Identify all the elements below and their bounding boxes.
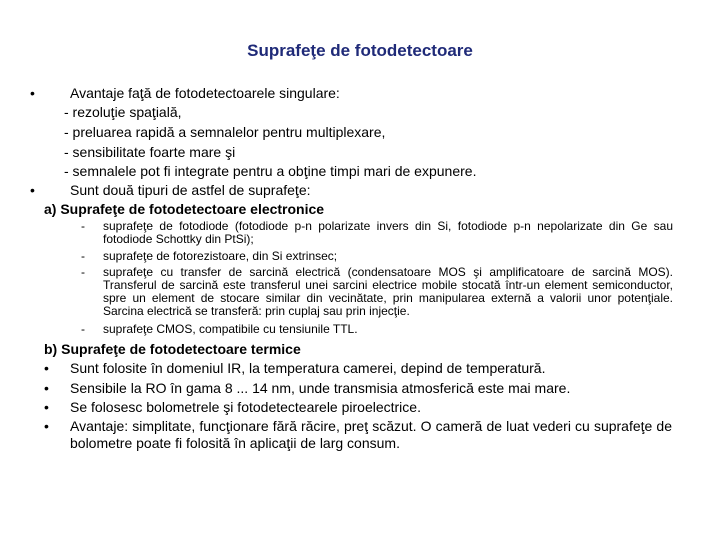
bullet-marker: •	[44, 380, 49, 396]
bullet-marker: •	[44, 360, 49, 376]
intro-sub-item: - rezoluţie spaţială,	[64, 104, 182, 120]
page-title: Suprafeţe de fotodetectoare	[247, 41, 473, 60]
section-a-item: suprafeţe de fotodiode (fotodiode p-n polarizate invers din Si, fotodiode p-n nepolarizate din Ge sau fotodiode Schottky din PtSi);	[103, 219, 673, 246]
dash-marker: -	[81, 322, 85, 336]
intro-sub-item: - semnalele pot fi integrate pentru a obţine timpi mari de expunere.	[64, 163, 477, 179]
dash-marker: -	[81, 249, 85, 263]
bullet-marker: •	[44, 399, 49, 415]
intro-bullet-types: Sunt două tipuri de astfel de suprafeţe:	[70, 182, 311, 198]
section-b-item: Avantaje: simplitate, funcţionare fără răcire, preţ scăzut. O cameră de luat vederi cu suprafeţe de bolometre poate fi folosită în aplicaţii de larg consum.	[70, 418, 672, 451]
bullet-marker: •	[30, 182, 35, 198]
section-b-heading: b) Suprafeţe de fotodetectoare termice	[44, 341, 301, 357]
section-b-item: Sunt folosite în domeniul IR, la temperatura camerei, depind de temperatură.	[70, 360, 546, 376]
section-a-item: suprafeţe CMOS, compatibile cu tensiunile TTL.	[103, 322, 358, 336]
bullet-marker: •	[44, 418, 49, 434]
intro-bullet-advantages: Avantaje faţă de fotodetectoarele singulare:	[70, 85, 340, 101]
section-a-heading: a) Suprafeţe de fotodetectoare electronice	[44, 201, 325, 217]
section-a-item: suprafeţe cu transfer de sarcină electrică (condensatoare MOS şi amplificatoare de sarcină MOS). Transferul de sarcină este transferul unei sarcini electrice mobile stocată într-un element semiconductor, spre un element de stocare similar din vecinătate, prin manipularea externă a valorii unor potenţiale. Sarcina electrică se transferă: prin cuplaj sau prin injecţie.	[103, 265, 673, 318]
section-b-item: Se folosesc bolometrele şi fotodetectearele piroelectrice.	[70, 399, 421, 415]
intro-sub-item: - sensibilitate foarte mare şi	[64, 144, 236, 160]
dash-marker: -	[81, 265, 85, 279]
dash-marker: -	[81, 219, 85, 233]
intro-sub-item: - preluarea rapidă a semnalelor pentru multiplexare,	[64, 124, 386, 140]
section-a-item: suprafeţe de fotorezistoare, din Si extrinsec;	[103, 249, 338, 263]
bullet-marker: •	[30, 85, 35, 101]
section-b-item: Sensibile la RO în gama 8 ... 14 nm, unde transmisia atmosferică este mai mare.	[70, 380, 571, 396]
